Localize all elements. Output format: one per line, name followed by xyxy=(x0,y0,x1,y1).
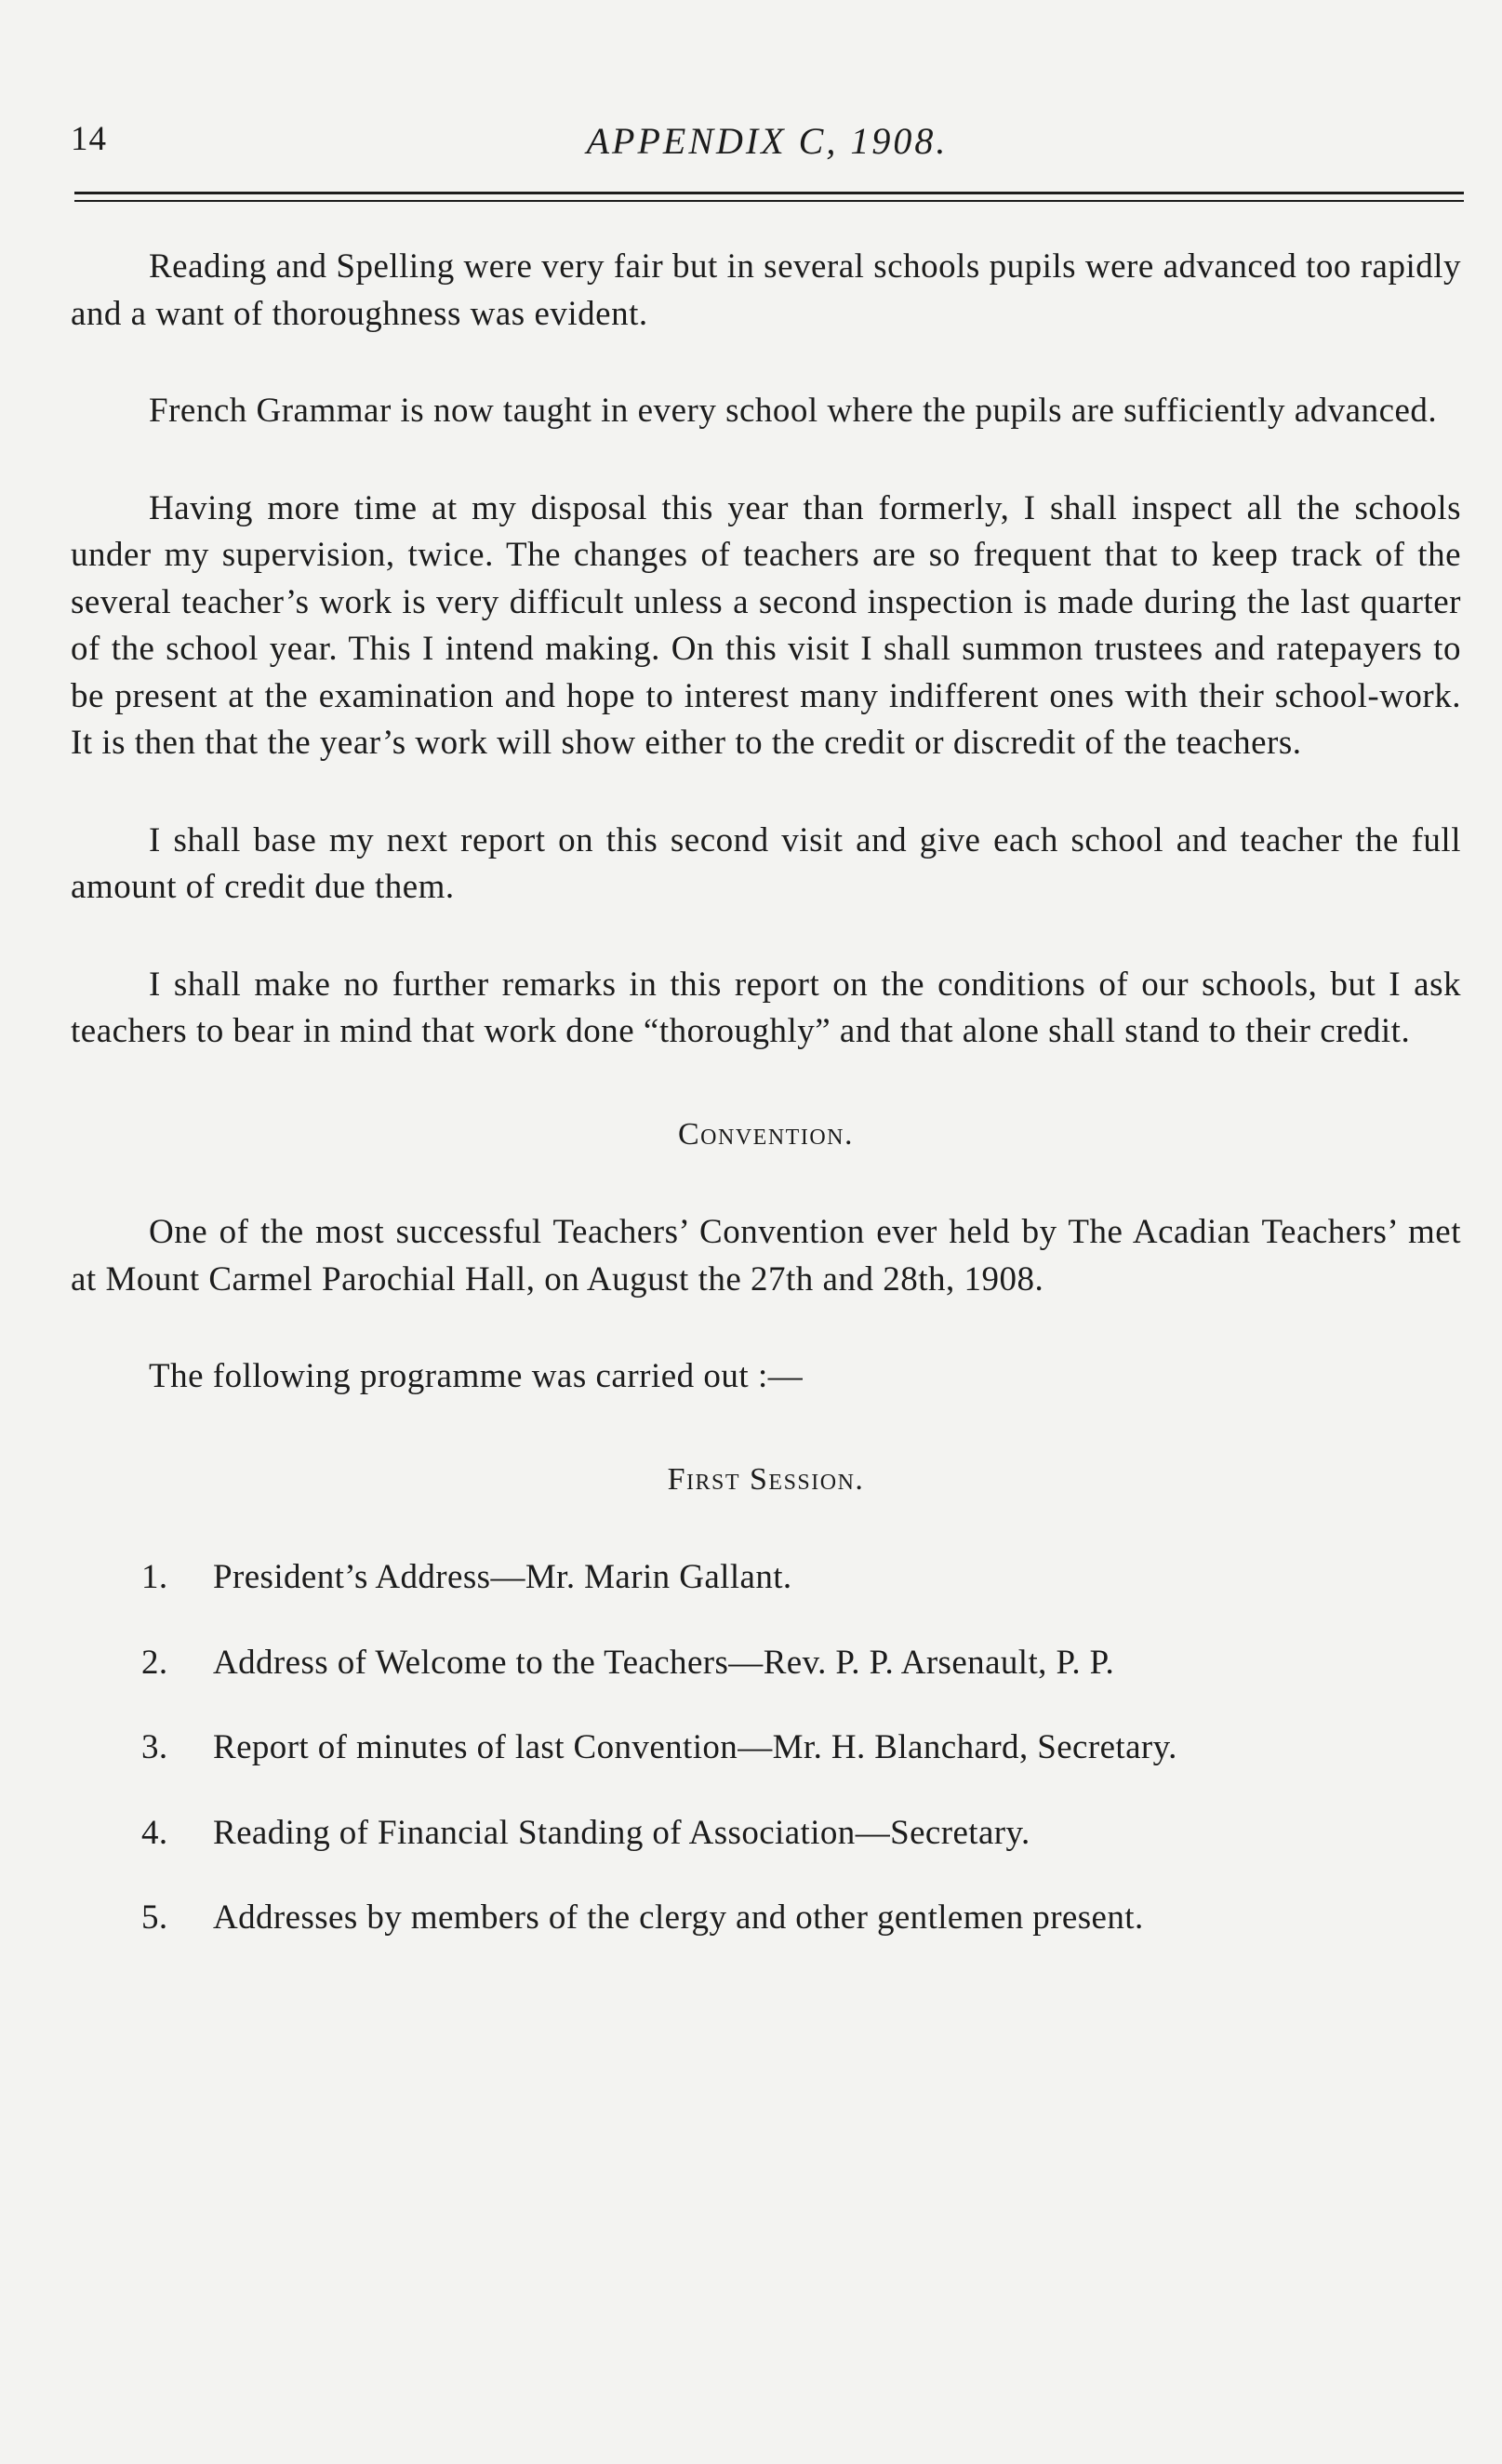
paragraph-next-report: I shall base my next report on this second visit and give each school and teacher the full amount of credit due them. xyxy=(71,820,1461,906)
page-header xyxy=(71,119,1464,171)
paragraph-convention-intro: One of the most successful Teachers’ Convention ever held by The Acadian Teachers’ met at Mount Carmel Parochial Hall, on August the 27th and 28th, 1908. xyxy=(71,1213,1461,1299)
page-body xyxy=(71,244,1461,1980)
programme-item-number: 5. xyxy=(141,1898,168,1937)
programme-item-number: 3. xyxy=(141,1728,168,1766)
section-heading-convention: Convention. xyxy=(678,1116,854,1152)
paragraph-further-remarks: I shall make no further remarks in this report on the conditions of our schools, but I ask teachers to bear in mind that work done “thoroughly” and that alone shall stand to their credit. xyxy=(71,965,1461,1050)
programme-item-text: President’s Address—Mr. Marin Gallant. xyxy=(213,1558,792,1596)
paragraph-reading-spelling: Reading and Spelling were very fair but in several schools pupils were advanced too rapidly and a want of thoroughness was evident. xyxy=(71,247,1461,333)
running-title: APPENDIX C, 1908. xyxy=(586,120,949,162)
programme-item xyxy=(71,1725,1461,1772)
paragraph-programme-intro: The following programme was carried out :— xyxy=(149,1357,804,1395)
programme-item-text: Report of minutes of last Convention—Mr. H. Blanchard, Secretary. xyxy=(213,1728,1177,1766)
programme-item xyxy=(71,1810,1461,1858)
programme-item-number: 1. xyxy=(141,1558,168,1596)
programme-item-text: Address of Welcome to the Teachers—Rev. P. P. Arsenault, P. P. xyxy=(213,1643,1115,1682)
programme-item xyxy=(71,1640,1461,1687)
programme-item-number: 4. xyxy=(141,1813,168,1852)
header-rule-thick xyxy=(74,192,1464,194)
paragraph-french-grammar: French Grammar is now taught in every school where the pupils are sufficiently advanced. xyxy=(149,392,1438,430)
header-rule-thin xyxy=(74,200,1464,202)
section-heading-first-session: First Session. xyxy=(667,1461,865,1497)
programme-item-text: Addresses by members of the clergy and other gentlemen present. xyxy=(213,1898,1144,1937)
programme-list xyxy=(71,1554,1461,1942)
programme-item-text: Reading of Financial Standing of Association—Secretary. xyxy=(213,1813,1030,1852)
programme-item-number: 2. xyxy=(141,1643,168,1682)
page-number: 14 xyxy=(71,120,107,158)
programme-item xyxy=(71,1895,1461,1942)
programme-item xyxy=(71,1554,1461,1602)
paragraph-inspection-plan: Having more time at my disposal this year than formerly, I shall inspect all the schools under my supervision, twice. The changes of teachers are so frequent that to keep track of the several teacher’s work is very difficult unless a second inspection is made during the last quarter of the school year. This I intend making. On this visit I shall summon trustees and ratepayers to be present at the examination and hope to interest many indifferent ones with their school-work. It is then that the year’s work will show either to the credit or discredit of the teachers. xyxy=(71,488,1461,762)
